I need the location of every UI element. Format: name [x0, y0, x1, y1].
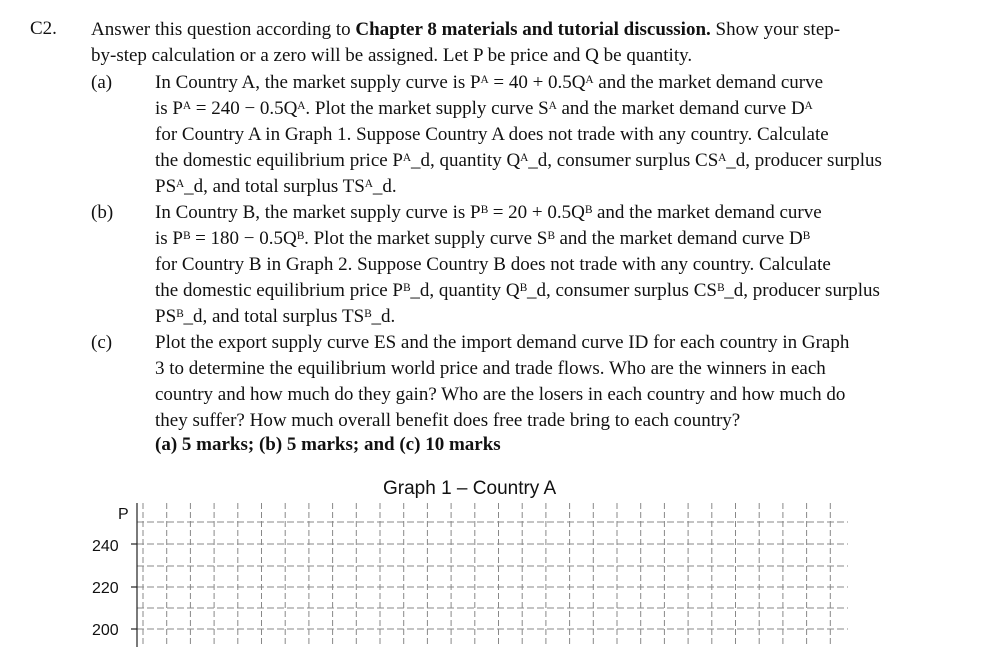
part-a-label: (a) [91, 72, 113, 93]
part-b-line-5: PSᴮ_d, and total surplus TSᴮ_d. [155, 306, 396, 327]
marks-line: (a) 5 marks; (b) 5 marks; and (c) 10 marks [155, 434, 501, 455]
part-c-line-4: they suffer? How much overall benefit does free trade bring to each country? [155, 410, 741, 431]
intro-line-1: Answer this question according to Chapter 8 materials and tutorial discussion. Show your step- [91, 19, 841, 40]
tick-label-220: 220 [92, 580, 119, 597]
part-a-line-2: is Pᴬ = 240 − 0.5Qᴬ. Plot the market supply curve Sᴬ and the market demand curve Dᴬ [155, 98, 813, 119]
part-c-line-3: country and how much do they gain? Who are the losers in each country and how much do [155, 384, 846, 405]
question-number: C2. [30, 18, 57, 39]
part-c-line-2: 3 to determine the equilibrium world price and trade flows. Who are the winners in each [155, 358, 826, 379]
part-a-line-1: In Country A, the market supply curve is Pᴬ = 40 + 0.5Qᴬ and the market demand curve [155, 72, 824, 93]
part-c-line-1: Plot the export supply curve ES and the import demand curve ID for each country in Graph [155, 332, 850, 353]
tick-label-240: 240 [92, 538, 119, 555]
part-a-line-3: for Country A in Graph 1. Suppose Country A does not trade with any country. Calculate [155, 124, 829, 145]
part-b-line-4: the domestic equilibrium price Pᴮ_d, quantity Qᴮ_d, consumer surplus CSᴮ_d, producer surplus [155, 280, 880, 301]
axis-label-p: P [118, 506, 129, 523]
part-b-label: (b) [91, 202, 114, 223]
graph-title: Graph 1 – Country A [383, 478, 557, 499]
tick-label-200: 200 [92, 622, 119, 639]
part-b-line-1: In Country B, the market supply curve is Pᴮ = 20 + 0.5Qᴮ and the market demand curve [155, 202, 822, 223]
part-a-line-4: the domestic equilibrium price Pᴬ_d, quantity Qᴬ_d, consumer surplus CSᴬ_d, producer surplus [155, 150, 882, 171]
part-b-line-3: for Country B in Graph 2. Suppose Country B does not trade with any country. Calculate [155, 254, 831, 275]
part-b-line-2: is Pᴮ = 180 − 0.5Qᴮ. Plot the market supply curve Sᴮ and the market demand curve Dᴮ [155, 228, 811, 249]
intro-line-2: by-step calculation or a zero will be assigned. Let P be price and Q be quantity. [91, 45, 693, 66]
part-c-label: (c) [91, 332, 113, 353]
part-a-line-5: PSᴬ_d, and total surplus TSᴬ_d. [155, 176, 397, 197]
